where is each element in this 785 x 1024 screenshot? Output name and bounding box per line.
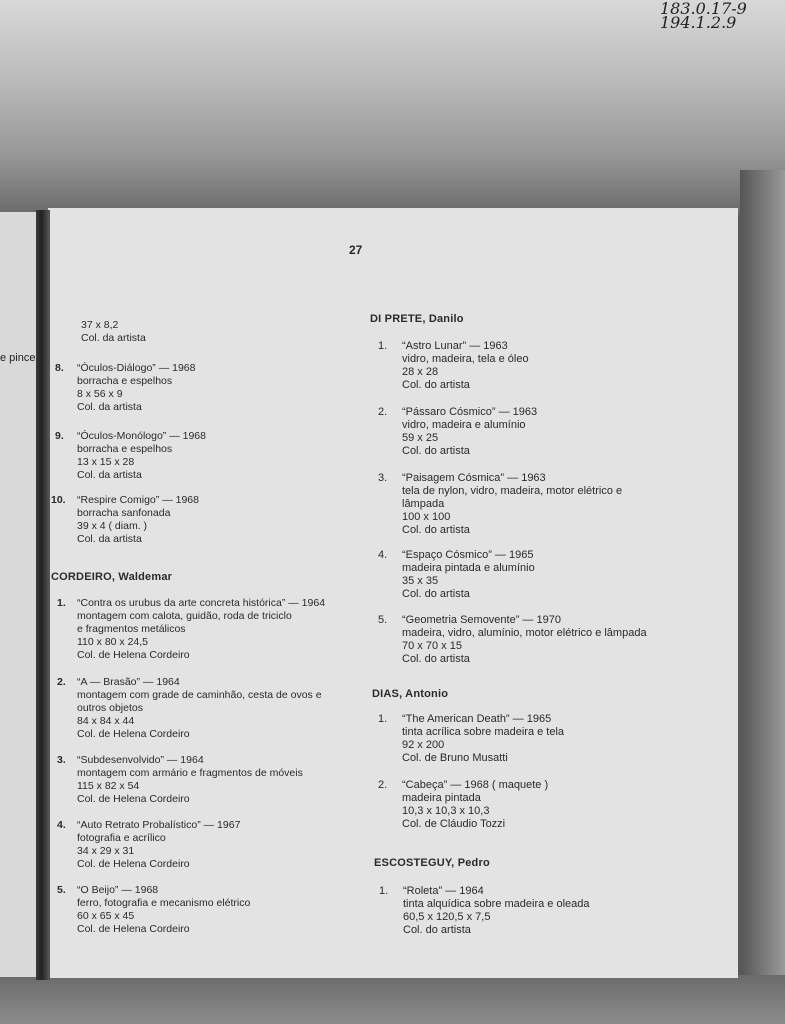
entry-medium: tela de nylon, vidro, madeira, motor elétrico e [402,485,623,497]
entry-medium: fotografia e acrílico [77,832,166,844]
entry-dimensions: 34 x 29 x 31 [77,845,135,857]
catalog-entry [57,597,326,662]
left-page-fragment: e pince [0,352,36,364]
entry-number: 9. [55,430,64,442]
catalog-entry [55,430,206,482]
entry-title: “A — Brasão” — 1964 [77,676,180,688]
entry-dimensions: 110 x 80 x 24,5 [77,636,149,648]
entry-collection: Col. do artista [402,524,470,536]
entry-collection: Col. do artista [402,653,470,665]
entry-dimensions: 39 x 4 ( diam. ) [77,520,148,532]
entry-collection: Col. de Helena Cordeiro [77,728,190,740]
entry-number: 1. [378,340,388,352]
entry-title: “Respire Comigo” — 1968 [77,494,199,506]
catalog-entry [378,614,647,666]
entry-dimensions: 10,3 x 10,3 x 10,3 [402,805,490,817]
entry-number: 1. [57,597,66,609]
catalog-entry [51,494,199,546]
entry-number: 5. [378,614,388,626]
entry-collection: Col. de Bruno Musatti [402,752,508,764]
entry-number: 3. [57,754,66,766]
left-page-edge [0,212,40,977]
page-number: 27 [349,243,363,257]
entry-medium-continued: outros objetos [77,702,143,714]
entry-title: “Espaço Cósmico” — 1965 [402,549,534,561]
continued-entry [81,319,146,345]
entry-dimensions: 115 x 82 x 54 [77,780,140,792]
entry-medium: vidro, madeira, tela e óleo [402,353,529,365]
entry-medium-continued: lâmpada [402,498,445,510]
entry-number: 8. [55,362,64,374]
entry-collection: Col. da artista [77,533,142,545]
entry-collection: Col. do artista [402,588,470,600]
entry-dimensions: 35 x 35 [402,575,439,587]
catalog-entry [57,819,241,871]
entry-title: “Subdesenvolvido” — 1964 [77,754,204,766]
entry-medium: madeira pintada e alumínio [402,562,535,574]
catalog-entry [378,779,549,831]
entry-dimensions: 60 x 65 x 45 [77,910,135,922]
catalog-entry [57,676,322,741]
catalog-entry [378,549,535,601]
entry-dimensions: 92 x 200 [402,739,445,751]
entry-number: 2. [57,676,66,688]
entry-number: 4. [378,549,388,561]
entry-collection: Col. da artista [77,401,142,413]
entry-number: 2. [378,779,388,791]
background-right [740,170,785,980]
entry-medium: madeira pintada [402,792,481,804]
entry-collection: Col. de Helena Cordeiro [77,923,190,935]
entry-title: “Óculos-Monólogo” — 1968 [77,430,206,442]
entry-dimensions: 60,5 x 120,5 x 7,5 [403,911,491,923]
entry-title: “Auto Retrato Probalístico” — 1967 [77,819,241,831]
entry-collection: Col. do artista [402,379,470,391]
entry-medium: tinta acrílica sobre madeira e tela [402,726,565,738]
entry-dimensions: 13 x 15 x 28 [77,456,135,468]
entry-medium: tinta alquídica sobre madeira e oleada [403,898,590,910]
accession-number-1: 183.0.17-9 [660,0,747,18]
entry-title: “Geometria Semovente” — 1970 [402,614,561,626]
entry-collection: Col. de Helena Cordeiro [77,793,190,805]
entry-medium: montagem com armário e fragmentos de móveis [77,767,303,779]
entry-number: 10. [51,494,66,506]
catalog-entry [379,885,590,937]
entry-collection: Col. de Helena Cordeiro [77,858,190,870]
artist-heading-cordeiro: CORDEIRO, Waldemar [51,571,173,583]
entry-number: 3. [378,472,388,484]
entry-collection: Col. do artista [402,445,470,457]
entry-title: “O Beijo” — 1968 [77,884,159,896]
entry-dimensions: 28 x 28 [402,366,439,378]
entry-collection: Col. da artista [77,469,142,481]
catalog-entry [378,340,529,392]
entry-title: “Pássaro Cósmico” — 1963 [402,406,538,418]
background-bottom [0,975,785,1024]
entry-medium: montagem com calota, guidão, roda de triciclo [77,610,292,622]
entry-number: 5. [57,884,66,896]
entry-title: “Óculos-Diálogo” — 1968 [77,362,196,374]
book-spine [36,210,50,980]
entry-collection: Col. de Cláudio Tozzi [402,818,506,830]
entry-number: 1. [378,713,388,725]
entry-medium: vidro, madeira e alumínio [402,419,526,431]
entry-collection: Col. de Helena Cordeiro [77,649,190,661]
entry-medium: borracha sanfonada [77,507,171,519]
artist-heading-escosteguy: ESCOSTEGUY, Pedro [374,857,490,869]
entry-title: “Roleta” — 1964 [403,885,484,897]
entry-dimensions: 8 x 56 x 9 [77,388,123,400]
entry-title: “The American Death” — 1965 [402,713,552,725]
entry-dimensions: 37 x 8,2 [81,319,119,331]
artist-heading-dias: DIAS, Antonio [372,688,449,700]
entry-collection: Col. do artista [403,924,471,936]
entry-medium: ferro, fotografia e mecanismo elétrico [77,897,251,909]
entry-dimensions: 100 x 100 [402,511,451,523]
entry-number: 2. [378,406,388,418]
entry-medium: borracha e espelhos [77,443,173,455]
entry-dimensions: 84 x 84 x 44 [77,715,135,727]
entry-dimensions: 70 x 70 x 15 [402,640,462,652]
catalog-entry [55,362,196,414]
accession-number-2: 194.1.2.9 [660,13,737,32]
entry-medium: borracha e espelhos [77,375,173,387]
entry-collection: Col. da artista [81,332,146,344]
entry-number: 4. [57,819,66,831]
entry-title: “Contra os urubus da arte concreta histórica” — 1964 [77,597,326,609]
catalog-entry [378,713,565,765]
entry-title: “Paisagem Cósmica” — 1963 [402,472,546,484]
artist-heading-di-prete: DI PRETE, Danilo [370,313,464,325]
catalog-entry [57,884,251,936]
entry-dimensions: 59 x 25 [402,432,439,444]
catalog-entry [57,754,303,806]
entry-title: “Astro Lunar” — 1963 [402,340,508,352]
entry-medium: montagem com grade de caminhão, cesta de ovos e [77,689,322,701]
entry-number: 1. [379,885,389,897]
entry-medium-continued: e fragmentos metálicos [77,623,186,635]
background-top [0,0,785,215]
accession-numbers [660,2,780,30]
entry-medium: madeira, vidro, alumínio, motor elétrico e lâmpada [402,627,647,639]
catalog-entry [378,472,623,537]
entry-title: “Cabeça” — 1968 ( maquete ) [402,779,549,791]
catalog-entry [378,406,538,458]
